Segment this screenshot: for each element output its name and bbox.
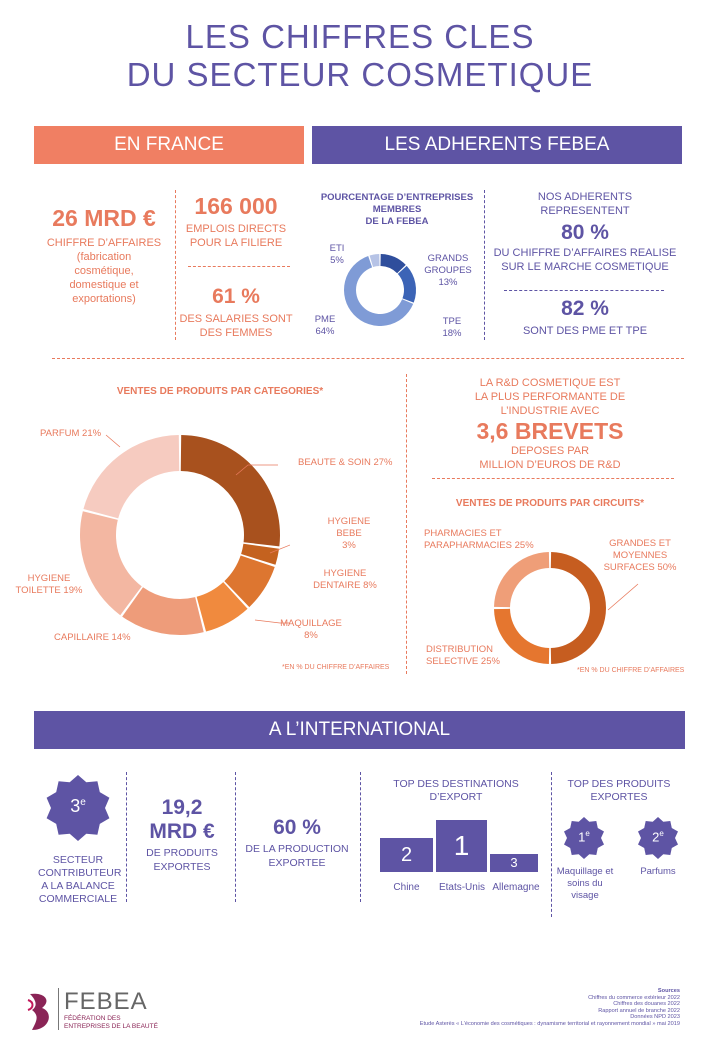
country-allemagne: Allemagne <box>492 882 540 893</box>
label-beaute: BEAUTE & SOIN 27% <box>298 457 393 468</box>
label-parfum: PARFUM 21% <box>40 428 102 439</box>
france-emplois: 166 000 EMPLOIS DIRECTS POUR LA FILIERE <box>178 192 294 250</box>
circuits-slices <box>494 552 606 664</box>
divider <box>235 772 236 902</box>
categories-note: *EN % DU CHIFFRE D’AFFAIRES <box>282 664 390 671</box>
label-dentaire: HYGIENE DENTAIRE 8% <box>313 568 377 591</box>
febea-logo-text: FEBEA <box>64 988 148 1015</box>
ca-value: 26 MRD € <box>52 205 156 231</box>
label-grands-groupes: GRANDS GROUPES 13% <box>424 253 472 288</box>
circuits-note: *EN % DU CHIFFRE D’AFFAIRES <box>577 667 685 674</box>
label-selective: DISTRIBUTION SELECTIVE 25% <box>426 644 500 667</box>
adherents-pme: 82 % SONT DES PME ET TPE <box>522 297 648 337</box>
slice-parfum <box>83 435 179 518</box>
femmes-value: 61 % <box>212 285 260 308</box>
divider <box>484 190 485 340</box>
label-bebe: HYGIENE BEBE 3% <box>327 516 371 551</box>
label-tpe: TPE 18% <box>442 316 462 339</box>
france-femmes: 61 % DES SALARIES SONT DES FEMMES <box>179 285 293 339</box>
febea-logo-subtitle: FÉDÉRATION DES ENTREPRISES DE LA BEAUTÉ <box>64 1015 158 1030</box>
rank-number: 3e <box>70 796 86 816</box>
banner-adherents: LES ADHERENTS FEBEA <box>312 126 682 164</box>
badge-2-number: 2e <box>652 829 664 845</box>
label-eti: ETI 5% <box>329 243 345 266</box>
ca-label: CHIFFRE D’AFFAIRES <box>46 237 162 249</box>
divider <box>175 190 176 340</box>
membres-slices <box>344 254 416 326</box>
produit-2-label: Parfums <box>640 866 676 877</box>
divider <box>360 772 361 902</box>
sources: Sources Chiffres du commerce extérieur 2022 Chiffres des douanes 2022 Rapport annuel de branche 2022 Données NPD 2023 Etude Asterès « L’économie des cosmétiques : dynamisme territorial et rayonnement mondial » mai 2019 <box>419 988 680 1027</box>
divider <box>504 290 664 291</box>
produits-title: TOP DES PRODUITS EXPORTES <box>567 778 671 803</box>
label-gms: GRANDES ET MOYENNES SURFACES 50% <box>603 538 677 573</box>
destinations-title: TOP DES DESTINATIONS D’EXPORT <box>393 778 519 803</box>
slice-tpe <box>398 266 416 303</box>
banner-international: A L’INTERNATIONAL <box>34 711 685 749</box>
produit-1-label: Maquillage et soins du visage <box>556 866 614 901</box>
label-maquillage: MAQUILLAGE 8% <box>280 618 342 641</box>
podium-3: 3 <box>490 854 538 872</box>
emplois-value: 166 000 <box>194 193 278 219</box>
france-ca: 26 MRD € CHIFFRE D’AFFAIRES (fabrication cosmétique, domestique et exportations) <box>34 204 174 306</box>
membres-title: POURCENTAGE D’ENTREPRISES MEMBRES DE LA FEBEA <box>320 192 474 227</box>
divider <box>126 772 127 902</box>
badge-1-number: 1e <box>578 829 590 845</box>
divider <box>551 772 552 917</box>
rd-block: LA R&D COSMETIQUE EST LA PLUS PERFORMANTE DE L’INDUSTRIE AVEC 3,6 BREVETS DEPOSES PAR MILLION D’EUROS DE R&D <box>420 376 680 472</box>
categories-donut <box>70 425 290 645</box>
rd-value: 3,6 BREVETS <box>476 418 624 444</box>
slice-selective <box>494 609 549 664</box>
divider <box>52 358 684 359</box>
divider <box>432 478 674 479</box>
adherents-ca-value: 80 % <box>561 221 609 244</box>
circuits-title: VENTES DE PRODUITS PAR CIRCUITS* <box>455 498 645 509</box>
divider <box>188 266 290 267</box>
country-chine: Chine <box>393 882 420 893</box>
label-toilette: HYGIENE TOILETTE 19% <box>15 573 83 596</box>
label-pme: PME 64% <box>314 314 336 337</box>
label-pharma: PHARMACIES ET PARAPHARMACIES 25% <box>424 528 534 551</box>
leader-parfum <box>106 435 120 447</box>
banner-france: EN FRANCE <box>34 126 304 164</box>
slice-hygiene-toilette <box>80 511 142 615</box>
country-usa: Etats-Unis <box>438 882 486 893</box>
logo-divider <box>58 988 59 1030</box>
adherents-stats: NOS ADHERENTS REPRESENTENT 80 % DU CHIFFRE D’AFFAIRES REALISE SUR LE MARCHE COSMETIQUE <box>488 190 682 274</box>
febea-logo-icon <box>22 990 58 1034</box>
leader-gms <box>608 584 638 610</box>
page-title: LES CHIFFRES CLES DU SECTEUR COSMETIQUE <box>126 18 594 93</box>
slice-gms <box>551 552 606 664</box>
slice-pharmacies <box>494 552 549 607</box>
divider <box>406 374 407 674</box>
podium-2: 2 <box>380 838 433 872</box>
podium-1: 1 <box>436 820 487 872</box>
export-value: 19,2 MRD € DE PRODUITS EXPORTES <box>146 796 218 873</box>
slice-beaute-soin <box>181 435 280 546</box>
production-value: 60 % DE LA PRODUCTION EXPORTEE <box>245 816 349 869</box>
rank-label: SECTEUR CONTRIBUTEUR A LA BALANCE COMMERCIALE <box>38 854 122 905</box>
label-capillaire: CAPILLAIRE 14% <box>54 632 131 643</box>
categories-title: VENTES DE PRODUITS PAR CATEGORIES* <box>116 386 324 397</box>
